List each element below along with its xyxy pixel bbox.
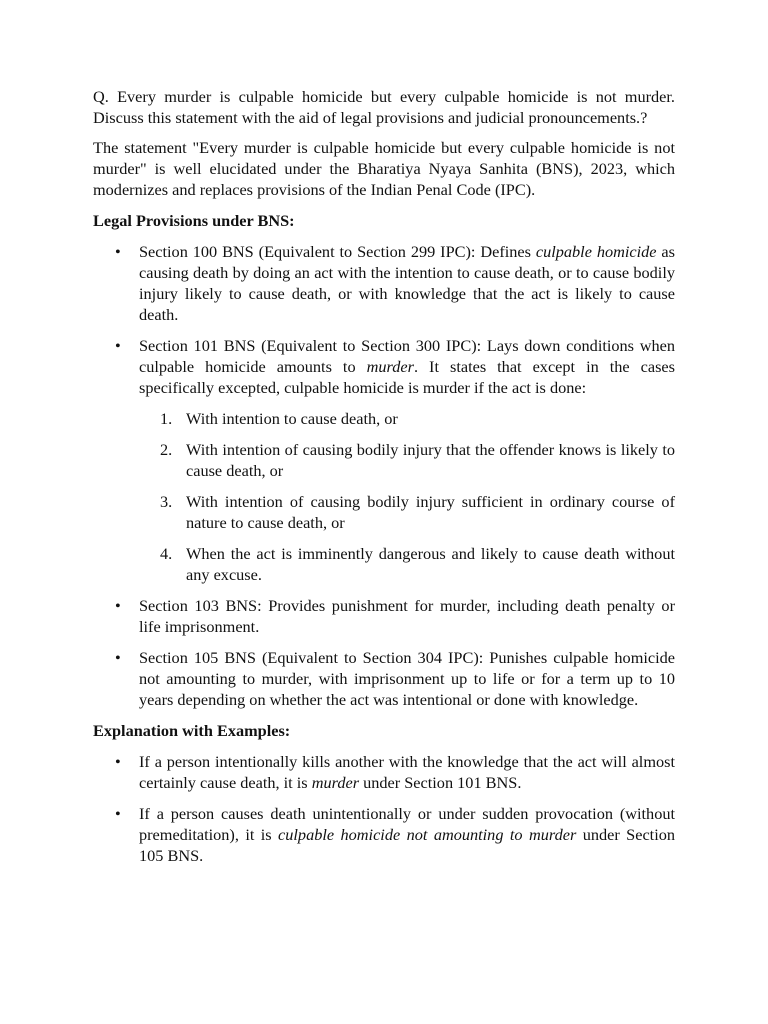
condition-item-4 [139, 543, 675, 585]
list-item-section-100 [93, 241, 675, 325]
question-paragraph: Q. Every murder is culpable homicide but every culpable homicide is not murder. Discuss this statement with the aid of legal provisions and judicial pronouncements.? [93, 87, 675, 127]
document-page [93, 86, 675, 866]
condition-text: With intention to cause death, or [186, 409, 398, 428]
section-100-term: culpable homicide [535, 242, 657, 261]
bullet-icon: • [115, 648, 121, 667]
example-2-rest: under Section 105 BNS. [139, 825, 676, 865]
bullet-icon: • [115, 804, 121, 823]
condition-number: 1. [160, 409, 173, 428]
condition-text: With intention of causing bodily injury sufficient in ordinary course of nature to cause death, or [186, 492, 675, 532]
list-item-section-101 [93, 335, 675, 585]
examples-heading: Explanation with Examples: [93, 721, 291, 740]
examples-list [93, 751, 675, 866]
bullet-icon: • [115, 242, 121, 261]
example-1-lead: If a person intentionally kills another with the knowledge that the act will almost certainly cause death, it is [139, 752, 675, 792]
murder-conditions-list [139, 408, 675, 585]
condition-number: 3. [160, 492, 173, 511]
condition-item-1 [139, 408, 675, 429]
example-1-term: murder [311, 773, 360, 792]
section-105-text: Section 105 BNS (Equivalent to Section 304 IPC): Punishes culpable homicide not amounting to murder, with imprisonment up to life or for a term up to 10 years depending on whether the act was intentional or done with knowledge. [139, 648, 675, 709]
example-2-term: culpable homicide not amounting to murder [278, 825, 577, 844]
section-100-rest: as causing death by doing an act with the intention to cause death, or to cause bodily injury likely to cause death, or with knowledge that the act is likely to cause death. [139, 242, 675, 324]
bullet-icon: • [115, 336, 121, 355]
condition-text: When the act is imminently dangerous and likely to cause death without any excuse. [186, 544, 675, 584]
bullet-icon: • [115, 752, 121, 771]
list-item-section-105 [93, 647, 675, 710]
legal-provisions-heading: Legal Provisions under BNS: [93, 211, 295, 230]
condition-number: 4. [160, 544, 173, 563]
list-item-section-103 [93, 595, 675, 637]
section-101-rest: . It states that except in the cases specifically excepted, culpable homicide is murder if the act is done: [139, 357, 675, 397]
intro-paragraph: The statement "Every murder is culpable homicide but every culpable homicide is not murder" is well elucidated under the Bharatiya Nyaya Sanhita (BNS), 2023, which modernizes and replaces provisions of the Indian Penal Code (IPC). [93, 138, 675, 199]
section-101-lead: Section 101 BNS (Equivalent to Section 300 IPC): Lays down conditions when culpable homicide amounts to [139, 336, 675, 376]
example-2-lead: If a person causes death unintentionally or under sudden provocation (without premeditation), it is [139, 804, 675, 844]
condition-number: 2. [160, 440, 173, 459]
section-103-text: Section 103 BNS: Provides punishment for murder, including death penalty or life imprisonment. [139, 596, 675, 636]
condition-item-3 [139, 491, 675, 533]
example-1-rest: under Section 101 BNS. [359, 773, 522, 792]
provisions-list [93, 241, 675, 710]
bullet-icon: • [115, 596, 121, 615]
condition-text: With intention of causing bodily injury that the offender knows is likely to cause death, or [186, 440, 675, 480]
section-101-term: murder [366, 357, 414, 376]
section-100-lead: Section 100 BNS (Equivalent to Section 299 IPC): Defines [139, 242, 536, 261]
list-item-example-2 [93, 803, 675, 866]
condition-item-2 [139, 439, 675, 481]
list-item-example-1 [93, 751, 675, 793]
